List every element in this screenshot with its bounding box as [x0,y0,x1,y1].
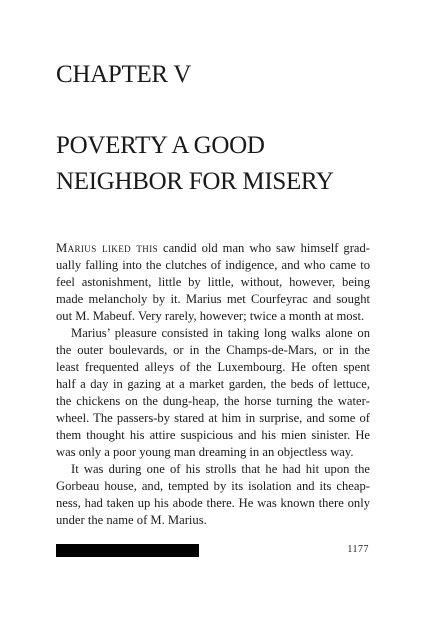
body-text [56,240,370,529]
paragraph-text: candid old man who saw himself gradually falling into the clutches of indigence, and who came to feel astonishment, little by little, without, however, being made melancholy by it. Marius met Courfeyrac and sought out M. Mabeuf. Very rarely, however; twice a month at most. [56,241,370,323]
paragraph: Marius’ pleasure consisted in taking long walks alone on the outer boulevards, or in the Champs-de-Mars, or in the least frequented alleys of the Luxembourg. He often spent half a day in gazing at a market garden, the beds of lettuce, the chickens on the dung-heap, the horse turning the waterwheel. The passers-by stared at him in surprise, and some of them thought his attire suspicious and his mien sinister. He was only a poor young man dreaming in an objectless way. [56,326,370,459]
page-number: 1177 [347,544,369,555]
chapter-title [56,128,396,200]
chapter-heading: CHAPTER V [56,61,192,88]
paragraph: It was during one of his strolls that he had hit upon the Gorbeau house, and, tempted by its isolation and its cheapness, had taken up his abode there. He was known there only under the name of M. Marius. [56,462,370,527]
redaction-bar [56,544,199,557]
paragraph-lead-in: Marius liked this [56,241,158,255]
paragraph [56,240,370,325]
chapter-title-line: NEIGHBOR FOR MISERY [56,168,334,195]
chapter-title-line: POVERTY A GOOD [56,132,265,159]
